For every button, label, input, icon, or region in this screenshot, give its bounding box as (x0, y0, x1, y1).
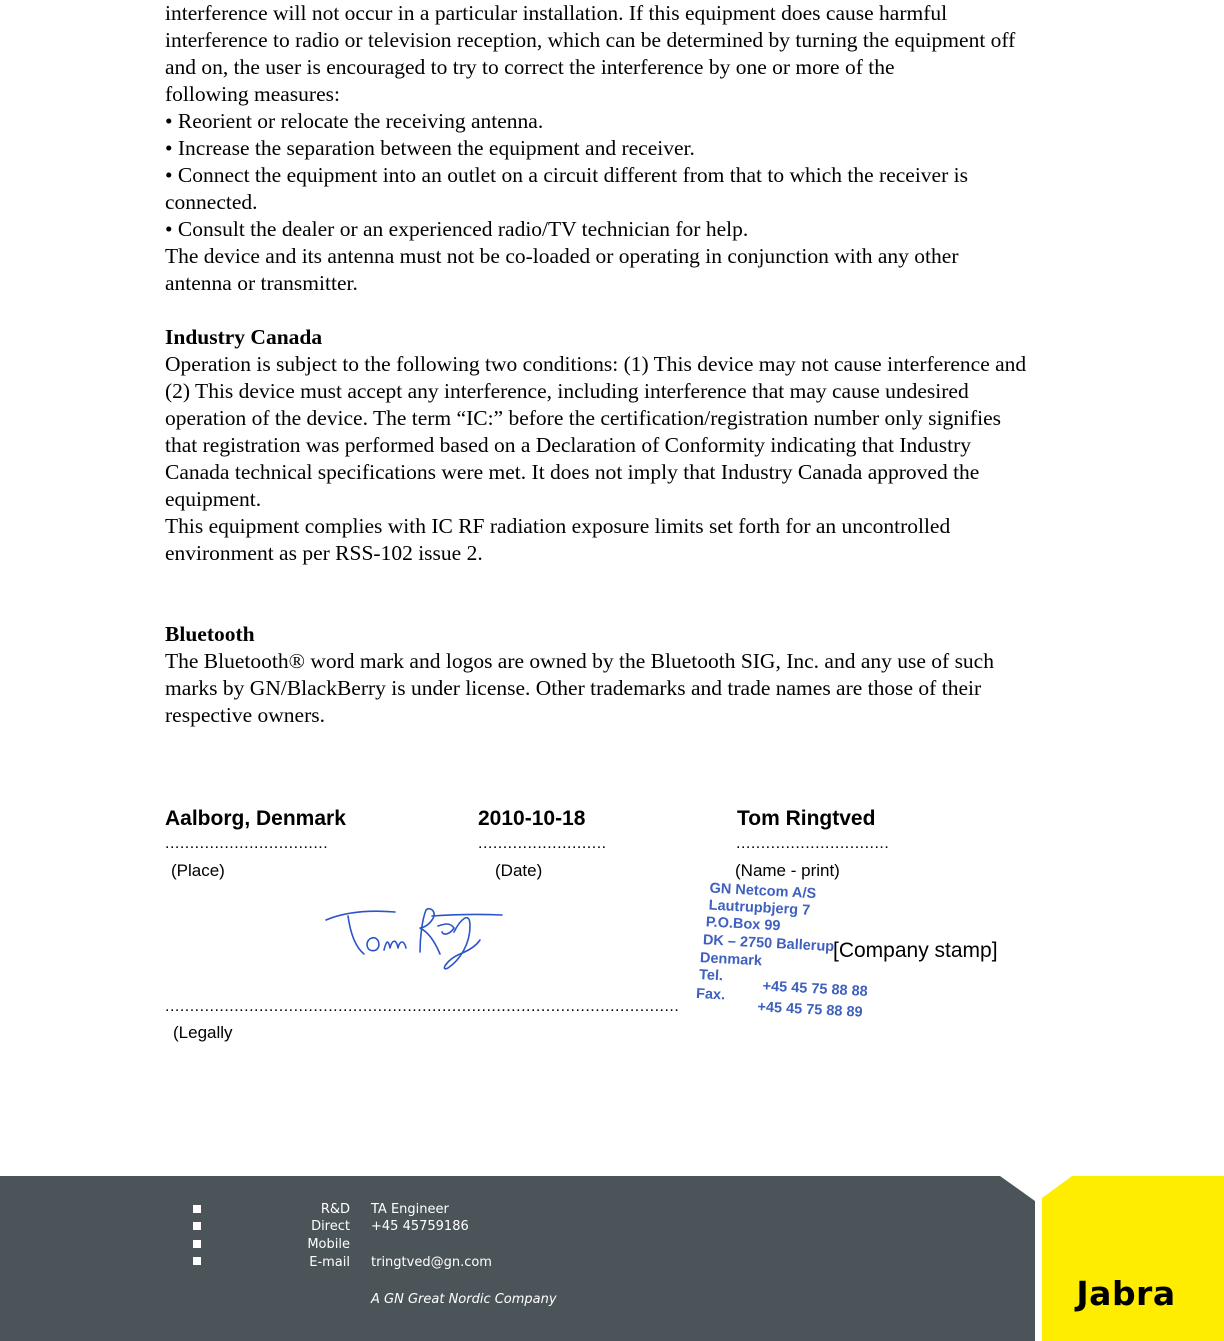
paragraph-line: respective owners. (165, 703, 325, 727)
paragraph-line: This equipment complies with IC RF radiation exposure limits set forth for an uncontrolled (165, 514, 951, 538)
paragraph-line: The Bluetooth® word mark and logos are owned by the Bluetooth SIG, Inc. and any use of such (165, 649, 994, 673)
name-value: Tom Ringtved (737, 807, 876, 830)
stamp-line: +45 45 75 88 88 (762, 978, 869, 1000)
stamp-line: GN Netcom A/S (709, 880, 817, 903)
paragraph-line: environment as per RSS-102 issue 2. (165, 541, 483, 565)
paragraph-line: operation of the device. The term “IC:” before the certification/registration number only signifies (165, 406, 1002, 430)
footer-label: Direct (311, 1219, 350, 1234)
footer-value: TA Engineer (371, 1202, 449, 1217)
paragraph-line: The device and its antenna must not be co-loaded or operating in conjunction with any other (165, 244, 959, 268)
stamp-line: Tel. (698, 967, 724, 985)
jabra-logo: Jabra (1076, 1274, 1176, 1313)
footer-value: +45 45759186 (371, 1219, 469, 1234)
footer-tagline: A GN Great Nordic Company (371, 1292, 557, 1307)
name-dotted-line: ............................... (736, 835, 890, 852)
bullet-icon (193, 1205, 201, 1213)
paragraph-line: Canada technical specifications were met. It does not imply that Industry Canada approved the (165, 460, 980, 484)
footer-label: E-mail (309, 1255, 350, 1270)
stamp-line: Fax. (695, 985, 726, 1004)
paragraph-line: Operation is subject to the following two conditions: (1) This device may not cause interference and (165, 352, 1027, 376)
footer-panel (0, 1176, 1035, 1341)
paragraph-line: equipment. (165, 487, 262, 511)
place-dotted-line: ................................. (165, 835, 329, 852)
name-caption: (Name - print) (735, 861, 840, 880)
date-caption: (Date) (495, 861, 543, 880)
footer-label: Mobile (307, 1237, 350, 1252)
legally-caption: (Legally (173, 1023, 233, 1042)
paragraph-line: following measures: (165, 82, 340, 106)
bullet-icon (193, 1240, 201, 1248)
date-value: 2010-10-18 (478, 807, 586, 830)
footer-email-link[interactable]: tringtved@gn.com (371, 1255, 492, 1270)
paragraph-line: interference to radio or television reception, which can be determined by turning the equipment off (165, 28, 1016, 52)
stamp-line: Denmark (699, 950, 763, 970)
paragraph-line: and on, the user is encouraged to try to correct the interference by one or more of the (165, 55, 895, 79)
paragraph-line: connected. (165, 190, 258, 214)
bullet-icon (193, 1257, 201, 1265)
section-heading-bluetooth: Bluetooth (165, 622, 255, 646)
footer (0, 1176, 1224, 1341)
stamp-line: P.O.Box 99 (705, 914, 781, 935)
bullet-item: • Consult the dealer or an experienced radio/TV technician for help. (165, 217, 749, 241)
paragraph-line: interference will not occur in a particular installation. If this equipment does cause harmful (165, 1, 948, 25)
place-value: Aalborg, Denmark (165, 807, 346, 830)
bullet-item: • Increase the separation between the equipment and receiver. (165, 136, 695, 160)
paragraph-line: antenna or transmitter. (165, 271, 358, 295)
stamp-line: DK – 2750 Ballerup (702, 932, 835, 956)
bullet-item: • Reorient or relocate the receiving antenna. (165, 109, 544, 133)
bullet-icon (193, 1222, 201, 1230)
place-caption: (Place) (171, 861, 225, 880)
bullet-item: • Connect the equipment into an outlet on a circuit different from that to which the receiver is (165, 163, 968, 187)
company-stamp-label: [Company stamp] (833, 939, 998, 962)
document-body (165, 0, 1115, 729)
paragraph-line: that registration was performed based on a Declaration of Conformity indicating that Industry (165, 433, 972, 457)
signature-dotted-line: ........................................................................................................ (165, 998, 680, 1015)
paragraph-line: marks by GN/BlackBerry is under license. Other trademarks and trade names are those of their (165, 676, 982, 700)
handwritten-signature (320, 898, 510, 978)
date-dotted-line: .......................... (478, 835, 607, 852)
section-heading-industry-canada: Industry Canada (165, 325, 323, 349)
paragraph-line: (2) This device must accept any interference, including interference that may cause undesired (165, 379, 969, 403)
footer-label: R&D (320, 1202, 350, 1217)
stamp-line: +45 45 75 88 89 (757, 999, 863, 1021)
stamp-line: Lautrupbjerg 7 (708, 897, 811, 919)
brand-panel (1042, 1176, 1224, 1341)
